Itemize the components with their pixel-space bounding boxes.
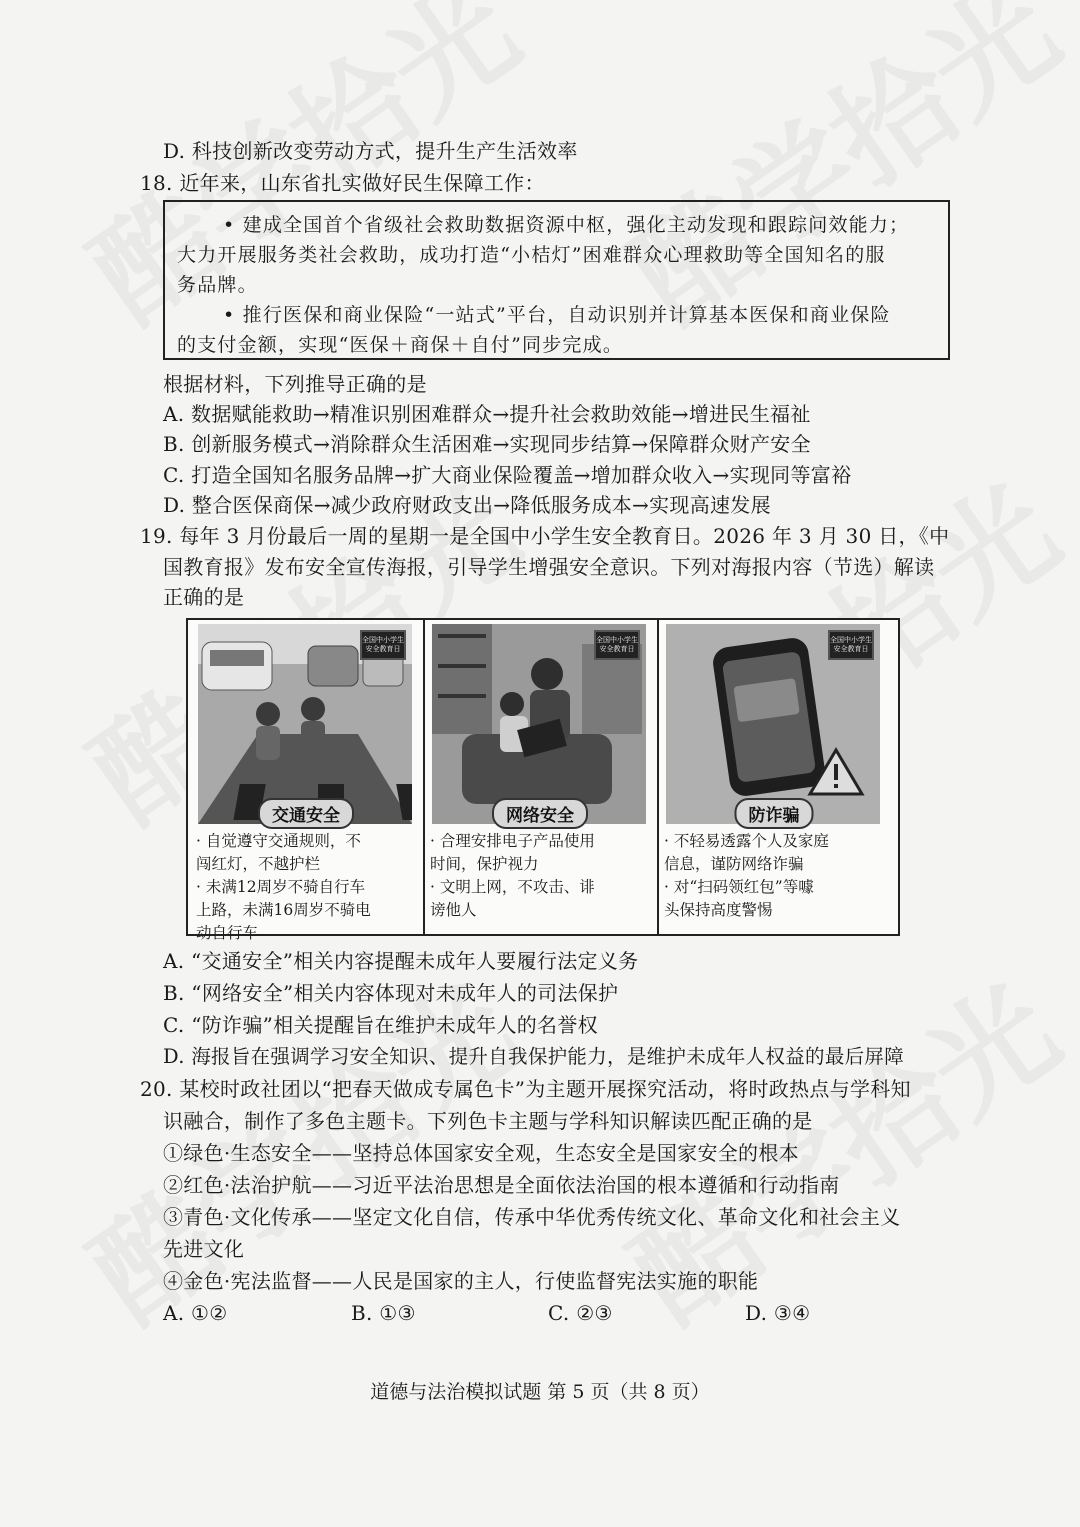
- panel-text-line: · 不轻易透露个人及家庭: [664, 832, 829, 850]
- q18-option-a[interactable]: A. 数据赋能救助→精准识别困难群众→提升社会救助效能→增进民生福祉: [163, 402, 811, 426]
- panel-text-line: 时间，保护视力: [430, 855, 539, 873]
- q19-option-d[interactable]: D. 海报旨在强调学习安全知识、提升自我保护能力，是维护未成年人权益的最后屏障: [163, 1045, 905, 1068]
- panel-text-line: 头保持高度警惕: [664, 901, 773, 919]
- q20-stem-line: 20. 某校时政社团以“把春天做成专属色卡”为主题开展探究活动，将时政热点与学科知: [140, 1077, 911, 1101]
- q18-option-c[interactable]: C. 打造全国知名服务品牌→扩大商业保险覆盖→增加群众收入→实现同等富裕: [163, 463, 852, 487]
- q18-material-box: [163, 200, 950, 360]
- q18-option-b[interactable]: B. 创新服务模式→消除群众生活困难→实现同步结算→保障群众财产安全: [163, 432, 811, 456]
- panel-text-line: 信息，谨防网络诈骗: [664, 855, 804, 873]
- material-line: • 推行医保和商业保险“一站式”平台，自动识别并计算基本医保和商业保险: [223, 304, 891, 326]
- safety-day-badge: 全国中小学生安全教育日: [594, 630, 640, 660]
- poster-panel-network: [426, 624, 654, 932]
- safety-day-badge: 全国中小学生安全教育日: [828, 630, 874, 660]
- safety-day-badge: 全国中小学生安全教育日: [360, 630, 406, 660]
- q18-question: 根据材料，下列推导正确的是: [163, 372, 427, 396]
- page-footer: 道德与法治模拟试题 第 5 页（共 8 页）: [370, 1381, 710, 1403]
- panel-text-line: 闯红灯，不越护栏: [196, 855, 321, 873]
- network-illustration: [432, 624, 646, 824]
- network-safety-tag: 网络安全: [492, 798, 588, 829]
- poster-panel-traffic: [192, 624, 420, 942]
- q20-choice-c[interactable]: C. ②③: [548, 1301, 613, 1325]
- q19-option-a[interactable]: A. “交通安全”相关内容提醒未成年人要履行法定义务: [163, 949, 639, 973]
- q20-item: ①绿色·生态安全——坚持总体国家安全观，生态安全是国家安全的根本: [163, 1141, 799, 1165]
- panel-text-line: 上路，未满16周岁不骑电: [196, 901, 371, 919]
- q19-option-c[interactable]: C. “防诈骗”相关提醒旨在维护未成年人的名誉权: [163, 1013, 598, 1037]
- traffic-illustration: [198, 624, 412, 824]
- panel-text-line: · 未满12周岁不骑自行车: [196, 878, 366, 896]
- q20-item: ②红色·法治护航——习近平法治思想是全面依法治国的根本遵循和行动指南: [163, 1173, 840, 1197]
- q20-item: ④金色·宪法监督——人民是国家的主人，行使监督宪法实施的职能: [163, 1269, 759, 1293]
- material-line: 大力开展服务类社会救助，成功打造“小桔灯”困难群众心理救助等全国知名的服: [177, 244, 886, 266]
- anti-fraud-tag: 防诈骗: [735, 798, 814, 829]
- q19-stem-line: 19. 每年 3 月份最后一周的星期一是全国中小学生安全教育日。2026 年 3 月 30 日，《中: [140, 524, 950, 548]
- q20-choice-d[interactable]: D. ③④: [745, 1301, 811, 1325]
- q18-stem: 18. 近年来，山东省扎实做好民生保障工作：: [140, 171, 545, 195]
- panel-text-line: · 自觉遵守交通规则，不: [196, 832, 361, 850]
- poster-panel-anti-fraud: [660, 624, 888, 932]
- q20-item: ③青色·文化传承——坚定文化自信，传承中华优秀传统文化、革命文化和社会主义: [163, 1205, 901, 1229]
- safety-poster: [186, 618, 900, 942]
- q20-choice-a[interactable]: A. ①②: [163, 1301, 228, 1325]
- anti-fraud-text: [664, 830, 886, 922]
- panel-text-line: 动自行车: [196, 924, 259, 942]
- q19-stem-line: 正确的是: [163, 585, 245, 609]
- q20-item: 先进文化: [163, 1237, 245, 1261]
- panel-text-line: · 合理安排电子产品使用: [430, 832, 595, 850]
- q20-stem-line: 识融合，制作了多色主题卡。下列色卡主题与学科知识解读匹配正确的是: [163, 1109, 813, 1133]
- material-line: • 建成全国首个省级社会救助数据资源中枢，强化主动发现和跟踪问效能力；: [223, 214, 910, 236]
- q20-choice-b[interactable]: B. ①③: [351, 1301, 416, 1325]
- q18-option-d[interactable]: D. 整合医保商保→减少政府财政支出→降低服务成本→实现高速发展: [163, 493, 771, 517]
- q17-option-d: D. 科技创新改变劳动方式，提升生产生活效率: [163, 139, 578, 163]
- material-line: 的支付金额，实现“医保＋商保＋自付”同步完成。: [177, 334, 624, 356]
- panel-text-line: · 文明上网，不攻击、诽: [430, 878, 595, 896]
- traffic-safety-tag: 交通安全: [258, 798, 354, 829]
- traffic-safety-text: [196, 830, 418, 945]
- q19-option-b[interactable]: B. “网络安全”相关内容体现对未成年人的司法保护: [163, 981, 619, 1005]
- material-line: 务品牌。: [177, 274, 258, 296]
- anti-fraud-illustration: [666, 624, 880, 824]
- panel-text-line: · 对“扫码领红包”等噱: [664, 878, 814, 896]
- network-safety-text: [430, 830, 652, 922]
- panel-text-line: 谤他人: [430, 901, 477, 919]
- q19-stem-line: 国教育报》发布安全宣传海报，引导学生增强安全意识。下列对海报内容（节选）解读: [163, 555, 935, 579]
